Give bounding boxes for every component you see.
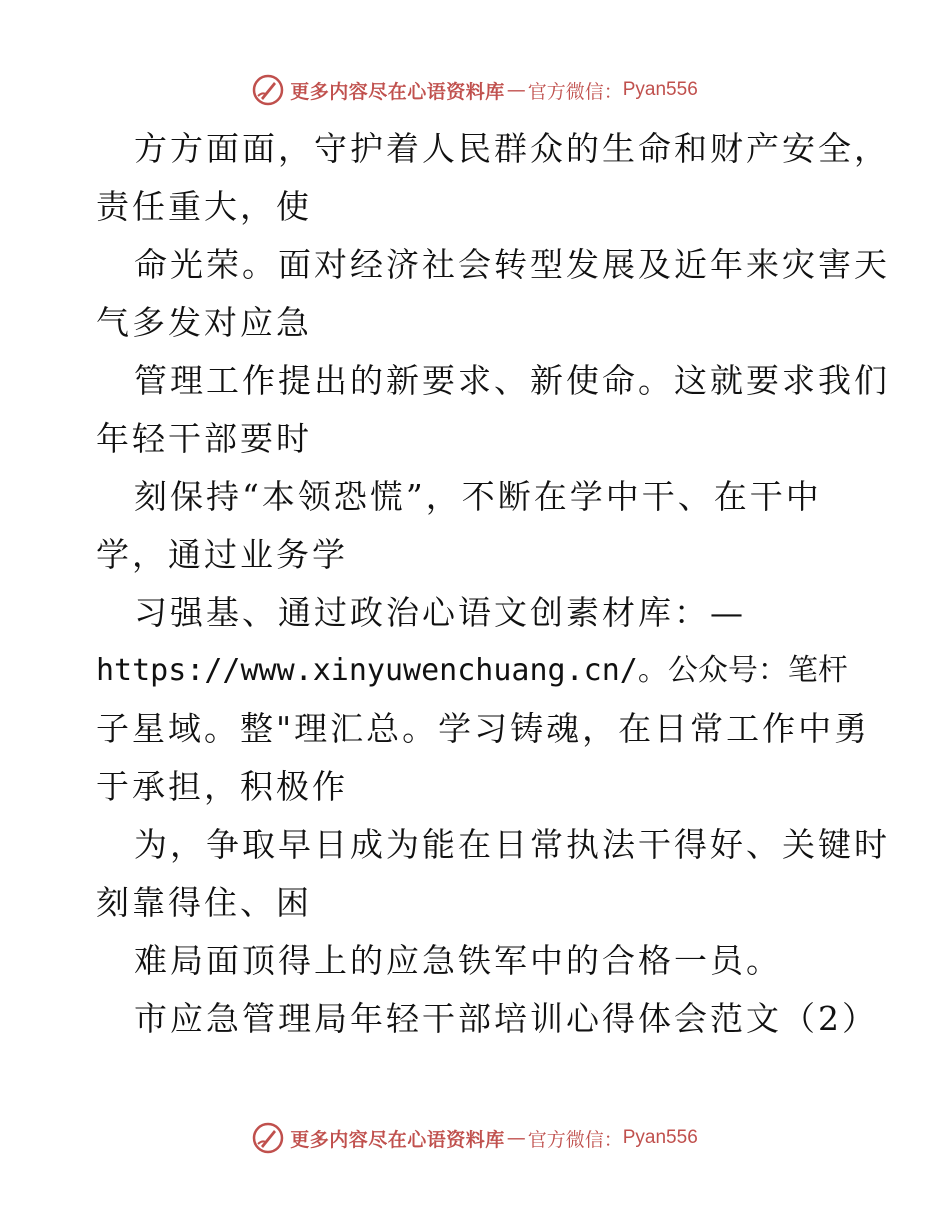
watermark-text: 更多内容尽在心语资料库: [290, 80, 505, 103]
watermark-official-label: 官方微信：: [527, 1128, 623, 1151]
watermark-dash: —: [506, 79, 526, 101]
paragraph-line: 责任重大，使: [96, 187, 312, 226]
paragraph-line: 方方面面，守护着人民群众的生命和财产安全，: [134, 129, 890, 168]
watermark-official-label: 官方微信：: [527, 80, 623, 103]
document-body: [96, 120, 890, 1048]
watermark-dash: —: [506, 1127, 526, 1149]
paragraph-line: 气多发对应急: [96, 303, 312, 342]
quill-logo-icon: [252, 1122, 284, 1154]
watermark-wechat-id: Pyan556: [622, 79, 698, 100]
paragraph-line: 子星域。整"理汇总。学习铸魂，在日常工作中勇: [96, 709, 871, 748]
paragraph-line: 于承担，积极作: [96, 767, 348, 806]
paragraph-line: 管理工作提出的新要求、新使命。这就要求我们: [134, 361, 890, 400]
quill-logo-icon: [252, 74, 284, 106]
paragraph-line: 为，争取早日成为能在日常执法干得好、关键时: [134, 825, 890, 864]
paragraph-line: 学，通过业务学: [96, 535, 348, 574]
paragraph-line: 难局面顶得上的应急铁军中的合格一员。: [134, 941, 782, 980]
paragraph-line: 命光荣。面对经济社会转型发展及近年来灾害天: [134, 245, 890, 284]
header-watermark: [0, 70, 950, 110]
paragraph-line: 刻保持“本领恐慌”，不断在学中干、在干中: [134, 477, 822, 516]
paragraph-line: 年轻干部要时: [96, 419, 312, 458]
paragraph-line: 习强基、通过政治心语文创素材库：—: [134, 593, 746, 632]
url-line: https://www.xinyuwenchuang.cn/。公众号：笔杆: [96, 653, 848, 688]
watermark-text: 更多内容尽在心语资料库: [290, 1128, 505, 1151]
paragraph-line: 刻靠得住、困: [96, 883, 312, 922]
footer-watermark: [0, 1118, 950, 1158]
section-title: 市应急管理局年轻干部培训心得体会范文（2）: [134, 999, 878, 1038]
watermark-wechat-id: Pyan556: [622, 1127, 698, 1148]
